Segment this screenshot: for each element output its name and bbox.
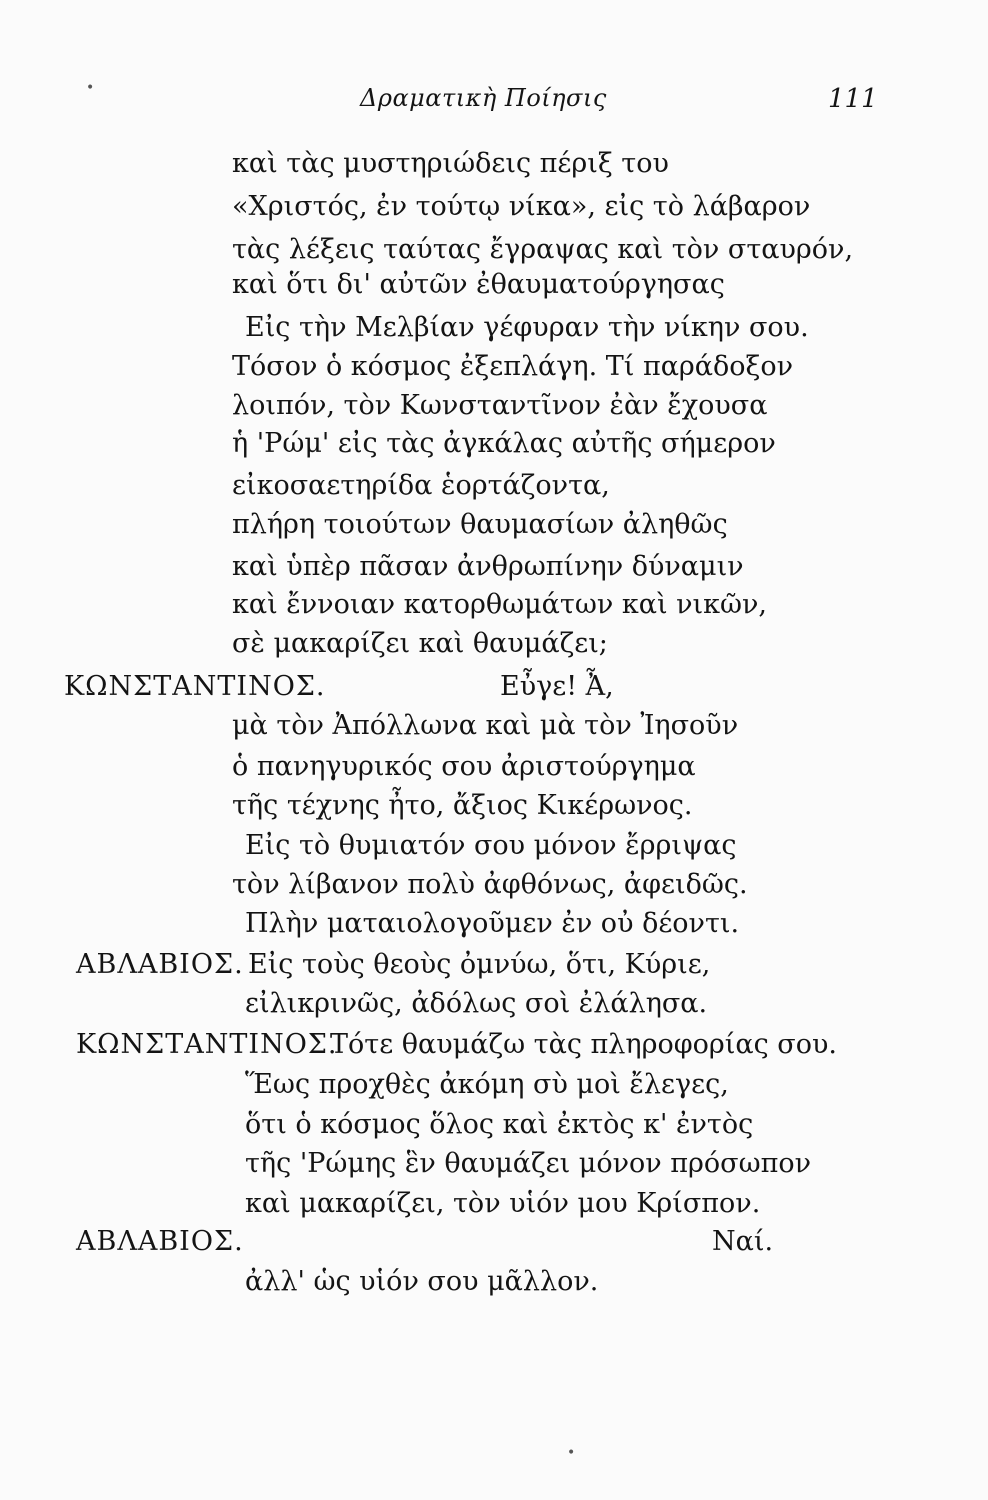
page-number: 111 (828, 84, 878, 114)
verse-line: τὸν λίβανον πολὺ ἀφθόνως, ἀφειδῶς. (232, 869, 748, 900)
verse-line: καὶ μακαρίζει, τὸν υἱόν μου Κρίσπον. (245, 1188, 761, 1219)
speaker-name: ΚΩΝΣΤΑΝΤΙΝΟΣ. (76, 1029, 338, 1060)
verse-line: πλήρη τοιούτων θαυμασίων ἀληθῶς (232, 509, 728, 540)
verse-line: Εἰς τοὺς θεοὺς ὀμνύω, ὅτι, Κύριε, (248, 949, 711, 980)
ink-speck: • (86, 80, 95, 96)
verse-line: ὅτι ὁ κόσμος ὅλος καὶ ἐκτὸς κ' ἐντὸς (245, 1109, 754, 1140)
verse-line: εἰλικρινῶς, ἀδόλως σοὶ ἐλάλησα. (245, 988, 708, 1019)
verse-line: Πλὴν ματαιολογοῦμεν ἐν οὐ δέοντι. (245, 908, 740, 939)
speaker-name: ΑΒΛΑΒΙΟΣ. (76, 949, 244, 980)
verse-line: Εἰς τὴν Μελβίαν γέφυραν τὴν νίκην σου. (245, 312, 809, 343)
verse-line: καὶ ὑπὲρ πᾶσαν ἀνθρωπίνην δύναμιν (232, 551, 744, 582)
verse-line: Ναί. (712, 1226, 774, 1257)
ink-speck: • (567, 1445, 576, 1461)
verse-line: Τόσον ὁ κόσμος ἐξεπλάγη. Τί παράδοξον (232, 351, 794, 382)
verse-line: ἀλλ' ὡς υἱόν σου μᾶλλον. (245, 1266, 599, 1297)
speaker-name: ΑΒΛΑΒΙΟΣ. (76, 1226, 244, 1257)
verse-line: τῆς τέχνης ἦτο, ἄξιος Κικέρωνος. (232, 790, 693, 821)
verse-line: εἰκοσαετηρίδα ἑορτάζοντα, (232, 470, 610, 501)
verse-line: ὁ πανηγυρικός σου ἀριστούργημα (232, 751, 696, 782)
verse-line: Ἕως προχθὲς ἀκόμη σὺ μοὶ ἔλεγες, (245, 1069, 729, 1100)
verse-line: καὶ ἔννοιαν κατορθωμάτων καὶ νικῶν, (232, 589, 768, 620)
verse-line: καὶ τὰς μυστηριώδεις πέριξ του (232, 148, 669, 179)
verse-line: Τότε θαυμάζω τὰς πληροφορίας σου. (330, 1029, 837, 1060)
verse-line: μὰ τὸν Ἀπόλλωνα καὶ μὰ τὸν Ἰησοῦν (232, 710, 739, 741)
verse-line: λοιπόν, τὸν Κωνσταντῖνον ἐὰν ἔχουσα (232, 390, 768, 421)
verse-line: τὰς λέξεις ταύτας ἔγραψας καὶ τὸν σταυρόν, (232, 234, 854, 265)
verse-line: ἡ 'Ρώμ' εἰς τὰς ἀγκάλας αὐτῆς σήμερον (232, 428, 776, 459)
verse-line: «Χριστός, ἐν τούτῳ νίκα», εἰς τὸ λάβαρον (232, 191, 811, 222)
running-header: Δραματικὴ Ποίησις (360, 84, 607, 112)
verse-line: σὲ μακαρίζει καὶ θαυμάζει; (232, 628, 608, 659)
verse-line: Εἰς τὸ θυμιατόν σου μόνον ἔρριψας (245, 830, 737, 861)
verse-line: Εὖγε! Ἆ, (500, 671, 614, 702)
verse-line: τῆς 'Ρώμης ἓν θαυμάζει μόνον πρόσωπον (245, 1148, 812, 1179)
verse-line: καὶ ὅτι δι' αὐτῶν ἐθαυματούργησας (232, 269, 725, 300)
speaker-name: ΚΩΝΣΤΑΝΤΙΝΟΣ. (64, 671, 326, 702)
